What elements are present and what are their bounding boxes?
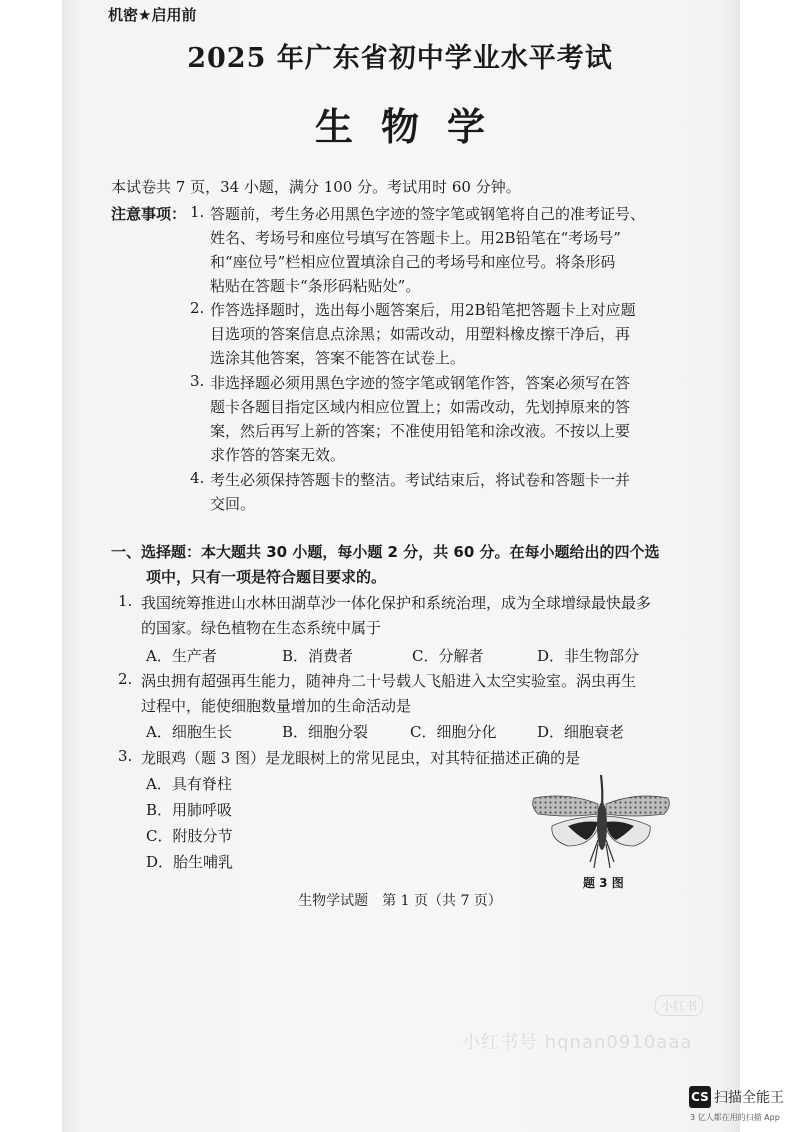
option-c: C．分解者	[412, 647, 484, 665]
note-line: 作答选择题时，选出每小题答案后，用2B铅笔把答题卡上对应题	[210, 301, 636, 319]
question-text: 涡虫拥有超强再生能力，随神舟二十号载人飞船进入太空实验室。涡虫再生	[141, 672, 637, 690]
note-line: 非选择题必须用黑色字迹的签字笔或钢笔作答，答案必须写在答	[210, 374, 631, 392]
camscanner-logo-icon: CS	[689, 1086, 711, 1108]
option-c: C．细胞分化	[410, 723, 497, 741]
note-line: 粘贴在答题卡“条形码粘贴处”。	[210, 277, 421, 295]
option-a: A．生产者	[146, 647, 217, 665]
option-b: B．消费者	[282, 647, 354, 665]
note-line: 案，然后再写上新的答案；不准使用铅笔和涂改液。不按以上要	[210, 422, 631, 440]
question-number: 3.	[118, 747, 133, 765]
option-a: A．细胞生长	[146, 723, 232, 741]
note-line: 目选项的答案信息点涂黑；如需改动，用塑料橡皮擦干净后，再	[210, 325, 631, 343]
note-line: 答题前，考生务必用黑色字迹的签字笔或钢笔将自己的准考证号、	[210, 205, 646, 223]
option-d: D．细胞衰老	[537, 723, 625, 741]
note-line: 求作答的答案无效。	[210, 446, 346, 464]
question-number: 1.	[118, 592, 133, 610]
option-d: D．胎生哺乳	[146, 853, 234, 871]
question-text: 过程中，能使细胞数量增加的生命活动是	[141, 697, 412, 715]
figure-caption: 题 3 图	[583, 876, 624, 890]
app-name: 扫描全能王	[714, 1090, 784, 1106]
question-text: 我国统筹推进山水林田湖草沙一体化保护和系统治理，成为全球增绿最快最多	[141, 594, 652, 612]
question-text: 的国家。绿色植物在生态系统中属于	[141, 619, 382, 637]
app-slogan: 3 亿人都在用的扫描 App	[690, 1113, 780, 1122]
option-b: B．用肺呼吸	[146, 801, 233, 819]
option-c: C．附肢分节	[146, 827, 233, 845]
note-line: 题卡各题目指定区域内相应位置上；如需改动，先划掉原来的答	[210, 398, 631, 416]
note-line: 和“座位号”栏相应位置填涂自己的考场号和座位号。将条形码	[210, 253, 616, 271]
exam-title: 2025 年广东省初中学业水平考试	[187, 43, 613, 74]
note-line: 选涂其他答案，答案不能答在试卷上。	[210, 349, 466, 367]
option-a: A．具有脊柱	[146, 775, 232, 793]
note-number: 2.	[190, 299, 205, 317]
option-d: D．非生物部分	[537, 647, 640, 665]
note-line: 交回。	[210, 495, 256, 513]
subject-title: 生物学	[314, 104, 513, 149]
note-line: 考生必须保持答题卡的整洁。考试结束后，将试卷和答题卡一并	[210, 471, 631, 489]
section-heading: 一、选择题：本大题共 30 小题，每小题 2 分，共 60 分。在每小题给出的四个选	[111, 543, 660, 561]
watermark-text: 小红书号 hqnan0910aaa	[462, 1032, 693, 1053]
watermark-badge: 小红书	[655, 995, 703, 1016]
note-number: 3.	[190, 372, 205, 390]
section-heading-cont: 项中，只有一项是符合题目要求的。	[146, 568, 387, 586]
lanternfly-figure	[528, 770, 674, 870]
page-footer: 生物学试题 第 1 页（共 7 页）	[298, 893, 502, 909]
question-number: 2.	[118, 670, 133, 688]
note-number: 4.	[190, 469, 205, 487]
question-text: 龙眼鸡（题 3 图）是龙眼树上的常见昆虫，对其特征描述正确的是	[141, 749, 581, 767]
note-line: 姓名、考场号和座位号填写在答题卡上。用2B铅笔在“考场号”	[210, 229, 621, 247]
notes-label: 注意事项：	[111, 205, 187, 223]
note-number: 1.	[190, 203, 205, 221]
option-b: B．细胞分裂	[282, 723, 369, 741]
intro-text: 本试卷共 7 页，34 小题，满分 100 分。考试用时 60 分钟。	[111, 178, 521, 196]
confidential-label: 机密★启用前	[108, 6, 197, 24]
